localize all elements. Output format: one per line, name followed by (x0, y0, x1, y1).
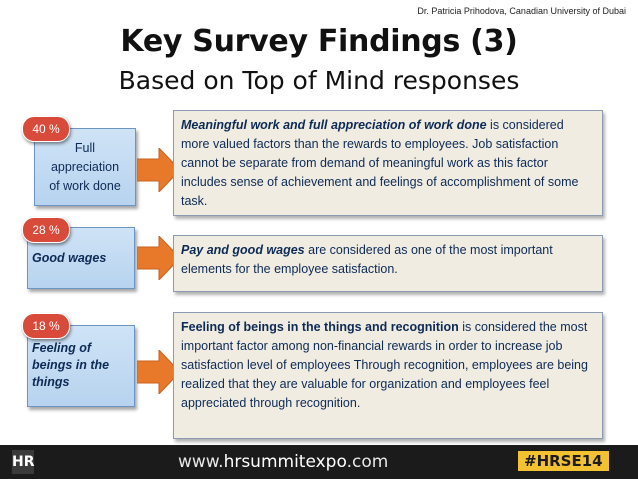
url-brand: hrsummitexpo (223, 452, 347, 472)
hr-logo: HR (12, 450, 34, 474)
finding-label-line: things (32, 375, 70, 389)
finding-label-line: appreciation (50, 159, 120, 174)
finding-text: are considered as one of the most important elements for the employee satisfaction. (181, 243, 553, 276)
slide-title: Key Survey Findings (3) (120, 24, 518, 59)
hashtag-badge: #HRSE14 (518, 451, 609, 471)
finding-label-line: Full (74, 140, 96, 155)
finding-label-line: Feeling of (32, 341, 92, 355)
percent-badge-1: 40 % (22, 116, 70, 142)
slide-subtitle: Based on Top of Mind responses (118, 66, 520, 95)
author-credit: Dr. Patricia Prihodova, Canadian University of Dubai (417, 6, 626, 16)
finding-lead: Pay and good wages (181, 243, 305, 257)
finding-description-3 (173, 312, 603, 439)
website-link[interactable] (178, 452, 388, 472)
finding-label-line: Good wages (32, 250, 107, 265)
finding-label-line: beings in the (32, 358, 110, 372)
footer-banner (0, 445, 638, 479)
url-prefix: www. (178, 452, 224, 472)
finding-text: is considered more valued factors than the rewards to employees. Job satisfaction cannot be separate from demand of meaningful work as this factor includes sense of achievement and feelings of accomplishment of some task. (181, 118, 579, 208)
finding-lead: Meaningful work and full appreciation of work done (181, 118, 487, 132)
finding-description-2 (173, 235, 603, 292)
url-suffix: .com (346, 452, 389, 472)
finding-text: is considered the most important factor among non-financial rewards in order to increase job satisfaction level of employees Through recognition, employees are being realized that they are valuable for organization and employees feel appreciated through recognition. (181, 320, 588, 410)
percent-badge-3: 18 % (22, 313, 70, 339)
percent-badge-2: 28 % (22, 217, 70, 243)
finding-description-1 (173, 110, 603, 216)
finding-lead: Feeling of beings in the things and recognition (181, 320, 459, 334)
finding-label-line: of work done (49, 178, 121, 193)
